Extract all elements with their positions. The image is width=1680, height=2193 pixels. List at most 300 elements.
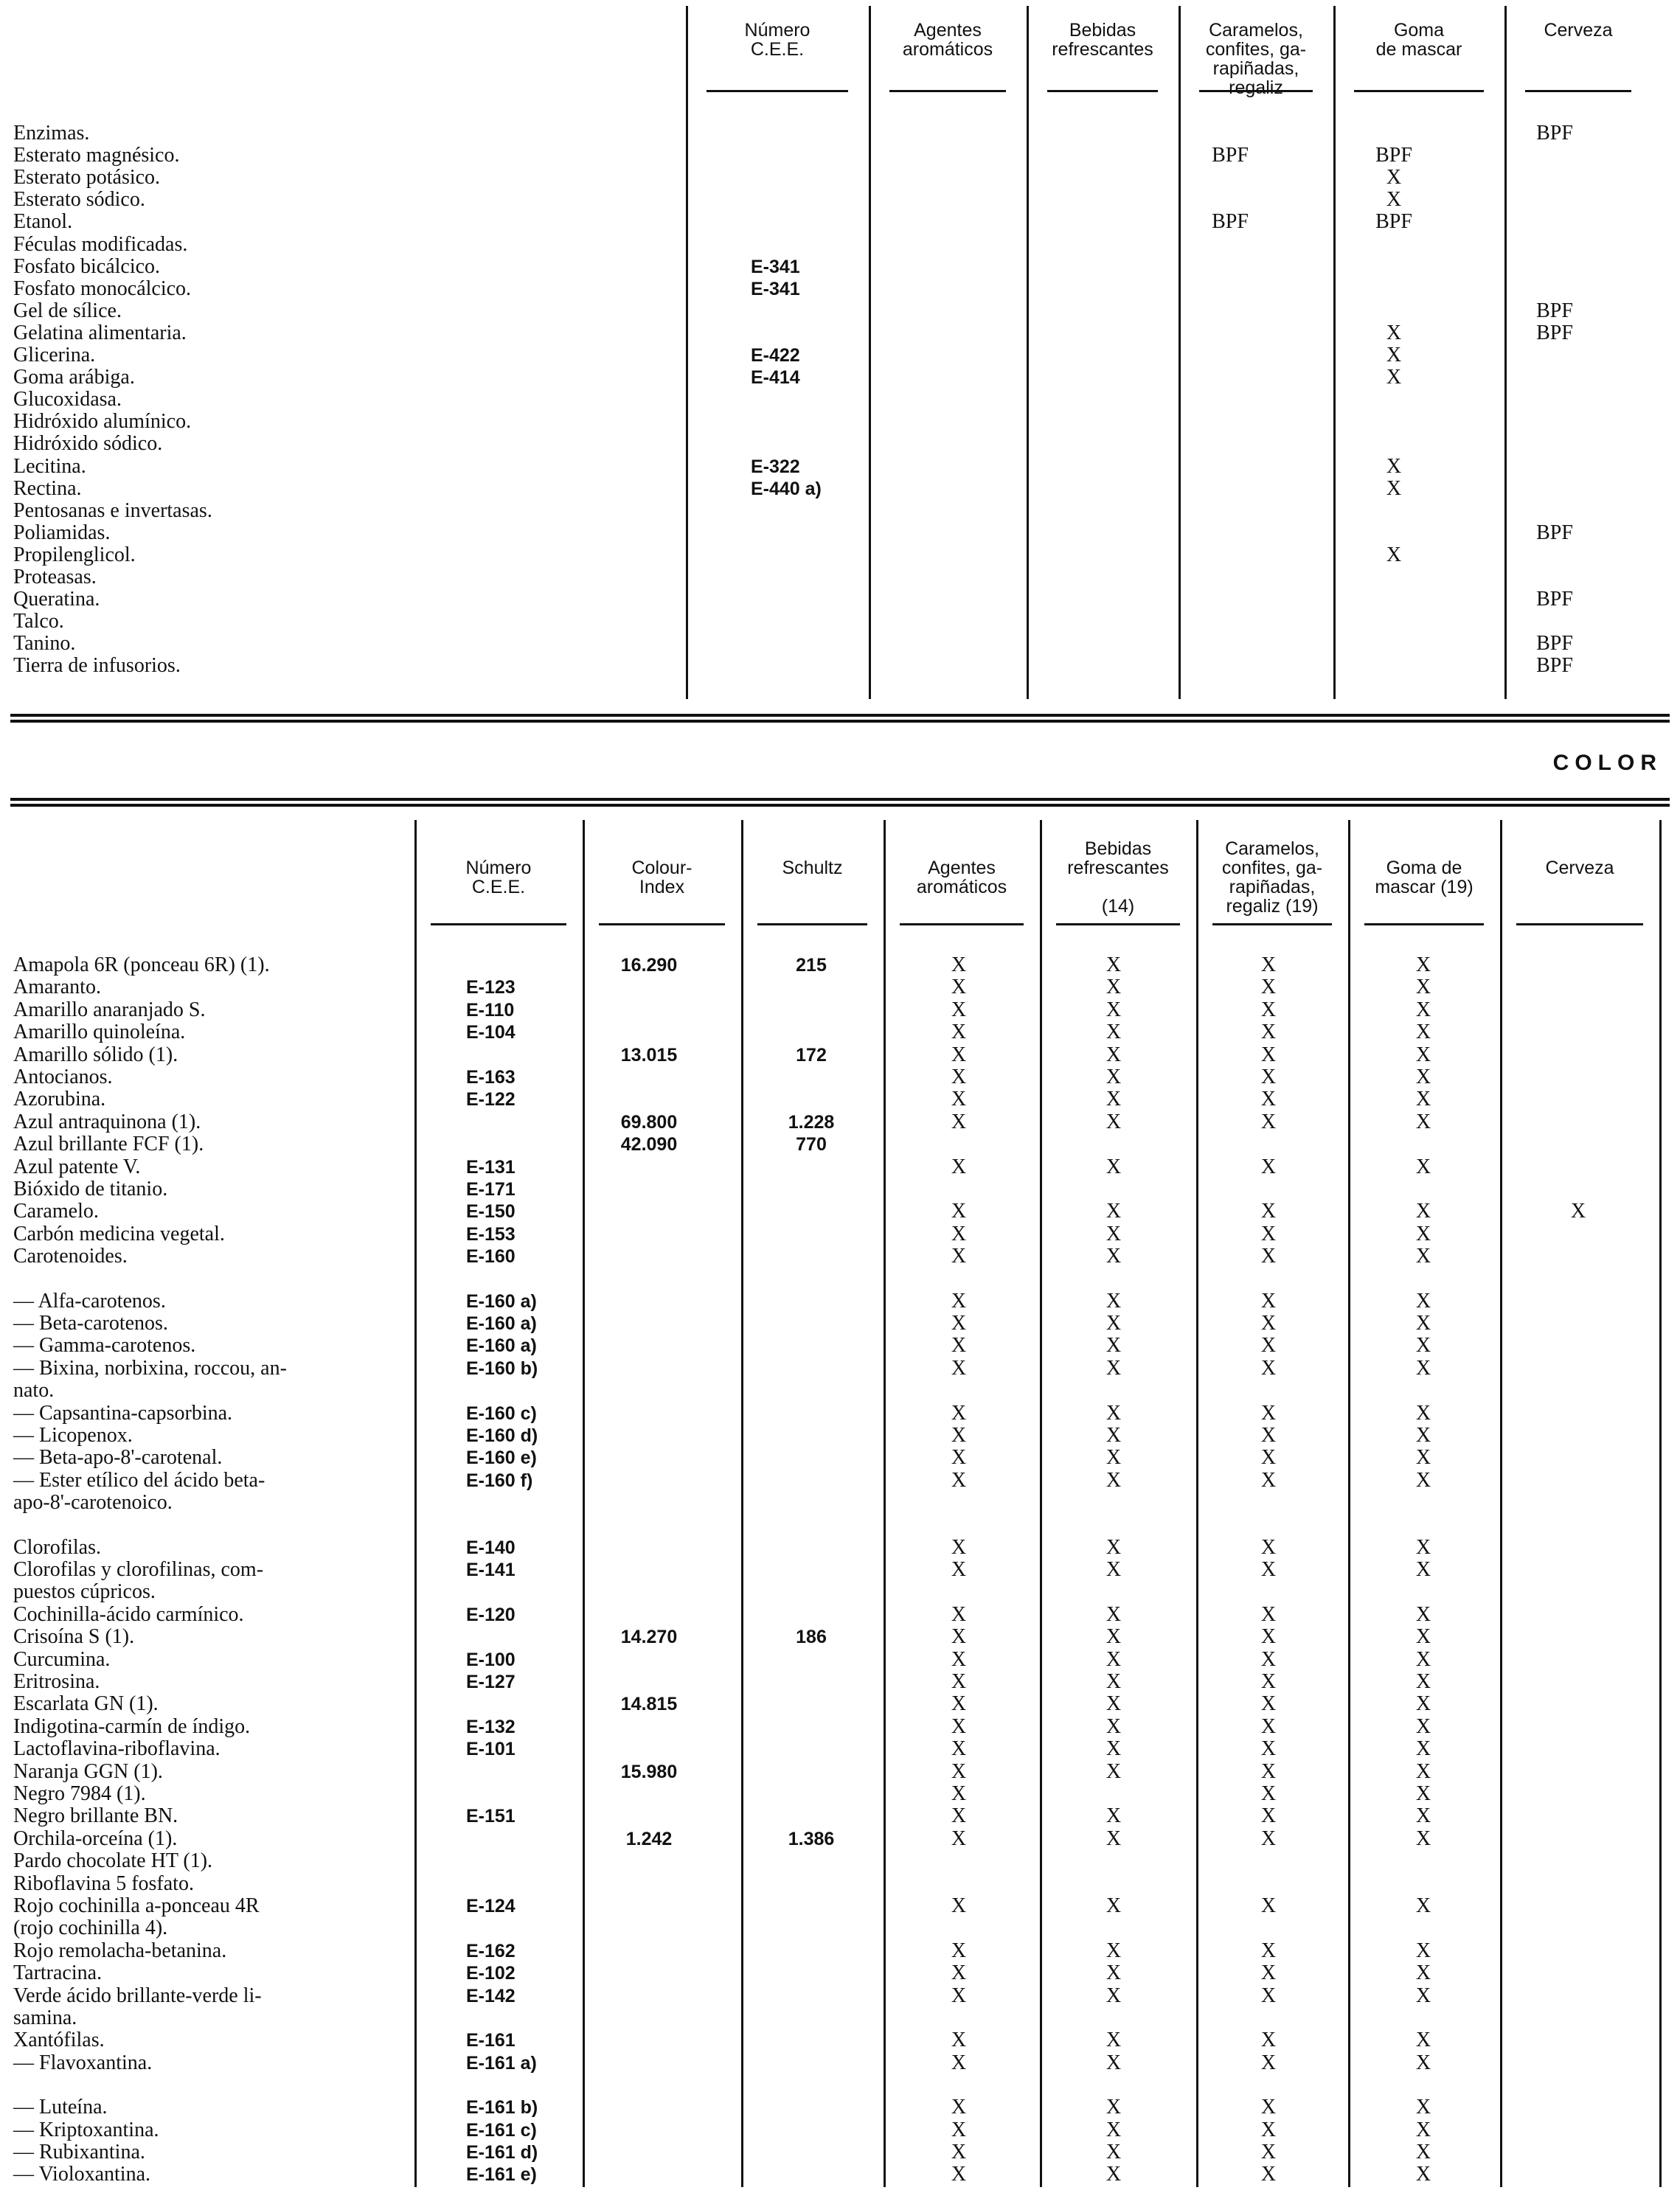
goma-de-mascar-cell: X [1386, 344, 1402, 366]
goma-de-mascar-mark: X [1415, 1558, 1431, 1581]
goma-de-mascar-mark: X [1415, 976, 1431, 998]
agentes-aromaticos-mark: X [951, 2163, 967, 2186]
table-row-label: Esterato potásico. [13, 166, 161, 189]
bebidas-refrescantes-mark: X [1105, 953, 1122, 976]
table-row-label: Clorofilas. [13, 1536, 101, 1559]
table-row-label: Clorofilas y clorofilinas, com- puestos cúpricos. [13, 1558, 264, 1603]
goma-de-mascar-mark: X [1415, 1670, 1431, 1693]
caramelos-mark: X [1260, 2029, 1277, 2051]
bebidas-refrescantes-mark: X [1105, 1066, 1122, 1088]
caramelos-mark: X [1260, 976, 1277, 998]
header-agentes-aromaticos: Agentes aromáticos [902, 20, 993, 60]
header-agentes-aromaticos: Agentes aromáticos [916, 858, 1007, 897]
agentes-aromaticos-mark: X [951, 976, 967, 998]
agentes-aromaticos-mark: X [951, 2141, 967, 2164]
agentes-aromaticos-mark: X [951, 1312, 967, 1335]
caramelos-mark: X [1260, 1111, 1277, 1133]
bebidas-refrescantes-mark: X [1105, 1558, 1122, 1581]
table-row-label: Azorubina. [13, 1088, 106, 1111]
table-row-label: Indigotina-carmín de índigo. [13, 1715, 251, 1738]
agentes-aromaticos-mark: X [951, 1782, 967, 1805]
header-colour-index: Colour- Index [631, 858, 693, 897]
schultz-cell: 1.228 [788, 1112, 835, 1133]
bebidas-refrescantes-mark: X [1105, 1715, 1122, 1738]
table-row-label: Amarillo quinoleína. [13, 1021, 186, 1043]
table-row-label: Carbón medicina vegetal. [13, 1223, 225, 1245]
caramelos-mark: X [1260, 1424, 1277, 1447]
cee-number-cell: E-161 b) [466, 2097, 538, 2118]
caramelos-mark: X [1260, 2141, 1277, 2164]
header-underline [707, 90, 848, 92]
table-row-label: Talco. [13, 610, 64, 633]
table-row-label: Glicerina. [13, 344, 96, 366]
table-row-label: Hidróxido sódico. [13, 432, 163, 455]
header-numero-cee: Número C.E.E. [465, 858, 532, 897]
header-cerveza: Cerveza [1545, 858, 1614, 878]
header-goma-de-mascar: Goma de mascar (19) [1375, 858, 1474, 897]
column-divider [1179, 6, 1181, 699]
cerveza-cell: BPF [1536, 299, 1573, 322]
goma-de-mascar-mark: X [1415, 953, 1431, 976]
agentes-aromaticos-mark: X [951, 1334, 967, 1357]
header-caramelos: Caramelos, confites, ga- rapiñadas, regaliz (19) [1221, 838, 1323, 917]
bebidas-refrescantes-mark: X [1105, 1961, 1122, 1984]
table-row-label: Rectina. [13, 477, 82, 500]
caramelos-mark: X [1260, 1223, 1277, 1245]
header-caramelos: Caramelos, confites, ga- rapiñadas, regaliz [1205, 20, 1307, 98]
caramelos-mark: X [1260, 2051, 1277, 2074]
caramelos-mark: X [1260, 1200, 1277, 1223]
bebidas-refrescantes-mark: X [1105, 998, 1122, 1021]
header-underline [1212, 923, 1332, 925]
caramelos-cell: BPF [1212, 144, 1249, 167]
agentes-aromaticos-mark: X [951, 1984, 967, 2007]
agentes-aromaticos-mark: X [951, 1043, 967, 1066]
table-row-label: — Rubixantina. [13, 2141, 145, 2164]
bebidas-refrescantes-mark: X [1105, 1469, 1122, 1492]
table-row-label: — Bixina, norbixina, roccou, an- nato. [13, 1357, 287, 1402]
cee-number-cell: E-120 [466, 1605, 516, 1625]
caramelos-mark: X [1260, 1469, 1277, 1492]
table-row-label: Gelatina alimentaria. [13, 322, 187, 344]
cerveza-cell: BPF [1536, 588, 1573, 611]
bebidas-refrescantes-mark: X [1105, 1402, 1122, 1425]
schultz-cell: 770 [796, 1134, 827, 1155]
goma-de-mascar-mark: X [1415, 1223, 1431, 1245]
goma-de-mascar-cell: X [1386, 455, 1402, 478]
bebidas-refrescantes-mark: X [1105, 1290, 1122, 1313]
table-row-label: — Ester etílico del ácido beta- apo-8'-carotenoico. [13, 1469, 265, 1514]
separator-rule-top-2 [10, 720, 1670, 723]
separator-rule-color-2 [10, 804, 1670, 807]
goma-de-mascar-mark: X [1415, 1155, 1431, 1178]
goma-de-mascar-mark: X [1415, 2163, 1431, 2186]
goma-de-mascar-mark: X [1415, 1290, 1431, 1313]
bebidas-refrescantes-mark: X [1105, 2051, 1122, 2074]
goma-de-mascar-cell: BPF [1375, 144, 1412, 167]
header-underline [900, 923, 1024, 925]
goma-de-mascar-mark: X [1415, 1692, 1431, 1715]
caramelos-cell: BPF [1212, 210, 1249, 233]
header-underline [1047, 90, 1158, 92]
goma-de-mascar-mark: X [1415, 1111, 1431, 1133]
goma-de-mascar-cell: X [1386, 477, 1402, 500]
agentes-aromaticos-mark: X [951, 1021, 967, 1043]
agentes-aromaticos-mark: X [951, 2119, 967, 2141]
table-row-label: Naranja GGN (1). [13, 1760, 163, 1783]
goma-de-mascar-mark: X [1415, 1737, 1431, 1760]
cee-number-cell: E-150 [466, 1201, 516, 1222]
cee-number-cell: E-341 [751, 257, 800, 277]
goma-de-mascar-mark: X [1415, 2096, 1431, 2119]
agentes-aromaticos-mark: X [951, 1894, 967, 1917]
agentes-aromaticos-mark: X [951, 1648, 967, 1671]
table-row-label: Carotenoides. [13, 1245, 128, 1268]
cee-number-cell: E-151 [466, 1806, 516, 1827]
column-divider [1659, 820, 1662, 2187]
table-row-label: Azul brillante FCF (1). [13, 1133, 204, 1155]
bebidas-refrescantes-mark: X [1105, 1760, 1122, 1783]
column-divider [884, 820, 886, 2187]
table-row-label: Pardo chocolate HT (1). [13, 1849, 213, 1872]
goma-de-mascar-mark: X [1415, 1446, 1431, 1469]
agentes-aromaticos-mark: X [951, 1961, 967, 1984]
caramelos-mark: X [1260, 1670, 1277, 1693]
goma-de-mascar-mark: X [1415, 2051, 1431, 2074]
column-divider [741, 820, 743, 2187]
goma-de-mascar-mark: X [1415, 2141, 1431, 2164]
cerveza-cell: BPF [1536, 521, 1573, 544]
cee-number-cell: E-101 [466, 1739, 516, 1759]
table-row-label: — Capsantina-capsorbina. [13, 1402, 233, 1425]
caramelos-mark: X [1260, 1715, 1277, 1738]
goma-de-mascar-mark: X [1415, 1782, 1431, 1805]
table-row-label: Riboflavina 5 fosfato. [13, 1872, 194, 1895]
goma-de-mascar-cell: X [1386, 188, 1402, 211]
cee-number-cell: E-440 a) [751, 479, 822, 499]
bebidas-refrescantes-mark: X [1105, 1357, 1122, 1380]
caramelos-mark: X [1260, 1625, 1277, 1648]
caramelos-mark: X [1260, 1984, 1277, 2007]
table-row-label: — Beta-carotenos. [13, 1312, 168, 1335]
goma-de-mascar-mark: X [1415, 1088, 1431, 1111]
agentes-aromaticos-mark: X [951, 1939, 967, 1962]
caramelos-mark: X [1260, 1043, 1277, 1066]
colour-index-cell: 14.815 [620, 1694, 678, 1714]
table-row-label: — Gamma-carotenos. [13, 1334, 196, 1357]
goma-de-mascar-cell: X [1386, 166, 1402, 189]
caramelos-mark: X [1260, 953, 1277, 976]
table-row-label: Amaranto. [13, 976, 101, 998]
table-row-label: — Flavoxantina. [13, 2051, 153, 2074]
header-goma-de-mascar: Goma de mascar [1375, 20, 1462, 60]
cerveza-mark: X [1570, 1200, 1586, 1223]
goma-de-mascar-mark: X [1415, 1469, 1431, 1492]
goma-de-mascar-mark: X [1415, 1715, 1431, 1738]
bebidas-refrescantes-mark: X [1105, 1223, 1122, 1245]
header-cerveza: Cerveza [1544, 20, 1613, 41]
bebidas-refrescantes-mark: X [1105, 1155, 1122, 1178]
table-row-label: Glucoxidasa. [13, 388, 122, 411]
table-row-label: Crisoína S (1). [13, 1625, 135, 1648]
bebidas-refrescantes-mark: X [1105, 1446, 1122, 1469]
cee-number-cell: E-110 [466, 1000, 515, 1021]
agentes-aromaticos-mark: X [951, 2029, 967, 2051]
cee-number-cell: E-160 a) [466, 1291, 537, 1312]
cee-number-cell: E-124 [466, 1896, 516, 1916]
caramelos-mark: X [1260, 1245, 1277, 1268]
cee-number-cell: E-160 d) [466, 1425, 538, 1446]
goma-de-mascar-cell: BPF [1375, 210, 1412, 233]
table-row-label: Lecitina. [13, 455, 86, 478]
header-bebidas-refrescantes: Bebidas refrescantes (14) [1067, 838, 1169, 917]
header-underline [599, 923, 725, 925]
caramelos-mark: X [1260, 1066, 1277, 1088]
column-divider [1504, 6, 1507, 699]
table-row-label: Bióxido de titanio. [13, 1178, 168, 1200]
table-row-label: Tanino. [13, 632, 76, 655]
bebidas-refrescantes-mark: X [1105, 1670, 1122, 1693]
table-row-label: Xantófilas. [13, 2029, 105, 2051]
agentes-aromaticos-mark: X [951, 1223, 967, 1245]
header-underline [1056, 923, 1180, 925]
column-divider [1040, 820, 1042, 2187]
table-row-label: Tartracina. [13, 1961, 103, 1984]
column-divider [869, 6, 871, 699]
agentes-aromaticos-mark: X [951, 1625, 967, 1648]
bebidas-refrescantes-mark: X [1105, 1536, 1122, 1559]
goma-de-mascar-mark: X [1415, 1760, 1431, 1783]
agentes-aromaticos-mark: X [951, 1245, 967, 1268]
cee-number-cell: E-422 [751, 345, 800, 366]
goma-de-mascar-cell: X [1386, 366, 1402, 389]
caramelos-mark: X [1260, 2163, 1277, 2186]
caramelos-mark: X [1260, 1334, 1277, 1357]
table-row-label: Etanol. [13, 210, 73, 233]
caramelos-mark: X [1260, 2119, 1277, 2141]
table-row-label: Esterato sódico. [13, 188, 145, 211]
goma-de-mascar-mark: X [1415, 1334, 1431, 1357]
header-schultz: Schultz [782, 858, 843, 878]
caramelos-mark: X [1260, 1894, 1277, 1917]
cee-number-cell: E-141 [466, 1560, 516, 1580]
goma-de-mascar-mark: X [1415, 1894, 1431, 1917]
table-row-label: Amarillo sólido (1). [13, 1043, 178, 1066]
goma-de-mascar-mark: X [1415, 1961, 1431, 1984]
agentes-aromaticos-mark: X [951, 1692, 967, 1715]
bebidas-refrescantes-mark: X [1105, 1200, 1122, 1223]
bebidas-refrescantes-mark: X [1105, 2141, 1122, 2164]
bebidas-refrescantes-mark: X [1105, 1737, 1122, 1760]
cee-number-cell: E-140 [466, 1537, 516, 1558]
cee-number-cell: E-171 [466, 1179, 516, 1200]
table-row-label: Esterato magnésico. [13, 144, 180, 167]
table-row-label: Curcumina. [13, 1648, 111, 1671]
column-divider [1196, 820, 1198, 2187]
bebidas-refrescantes-mark: X [1105, 2096, 1122, 2119]
table-row-label: Amapola 6R (ponceau 6R) (1). [13, 953, 270, 976]
caramelos-mark: X [1260, 1536, 1277, 1559]
table-row-label: Tierra de infusorios. [13, 654, 181, 677]
agentes-aromaticos-mark: X [951, 1402, 967, 1425]
header-underline [1199, 90, 1313, 92]
goma-de-mascar-mark: X [1415, 1021, 1431, 1043]
agentes-aromaticos-mark: X [951, 953, 967, 976]
agentes-aromaticos-mark: X [951, 1066, 967, 1088]
cee-number-cell: E-161 a) [466, 2053, 537, 2074]
table-row-label: Gel de sílice. [13, 299, 122, 322]
agentes-aromaticos-mark: X [951, 2096, 967, 2119]
caramelos-mark: X [1260, 1290, 1277, 1313]
caramelos-mark: X [1260, 1603, 1277, 1626]
caramelos-mark: X [1260, 1827, 1277, 1850]
goma-de-mascar-mark: X [1415, 1984, 1431, 2007]
column-divider [1333, 6, 1336, 699]
bebidas-refrescantes-mark: X [1105, 976, 1122, 998]
table-row-label: — Luteína. [13, 2096, 108, 2119]
header-underline [889, 90, 1006, 92]
table-row-label: Pentosanas e invertasas. [13, 499, 212, 522]
agentes-aromaticos-mark: X [951, 1670, 967, 1693]
cerveza-cell: BPF [1536, 654, 1573, 677]
table-row-label: Azul patente V. [13, 1155, 141, 1178]
bebidas-refrescantes-mark: X [1105, 1692, 1122, 1715]
cee-number-cell: E-163 [466, 1067, 516, 1088]
schultz-cell: 1.386 [788, 1829, 835, 1849]
caramelos-mark: X [1260, 1558, 1277, 1581]
bebidas-refrescantes-mark: X [1105, 2029, 1122, 2051]
header-underline [1525, 90, 1631, 92]
cee-number-cell: E-322 [751, 456, 800, 477]
cee-number-cell: E-161 d) [466, 2142, 538, 2163]
table-row-label: — Alfa-carotenos. [13, 1290, 166, 1313]
agentes-aromaticos-mark: X [951, 1827, 967, 1850]
cee-number-cell: E-160 b) [466, 1358, 538, 1379]
header-underline [757, 923, 867, 925]
agentes-aromaticos-mark: X [951, 1603, 967, 1626]
agentes-aromaticos-mark: X [951, 998, 967, 1021]
goma-de-mascar-mark: X [1415, 1043, 1431, 1066]
bebidas-refrescantes-mark: X [1105, 1984, 1122, 2007]
caramelos-mark: X [1260, 2096, 1277, 2119]
agentes-aromaticos-mark: X [951, 1446, 967, 1469]
table-row-label: — Beta-apo-8'-carotenal. [13, 1446, 223, 1469]
goma-de-mascar-mark: X [1415, 1200, 1431, 1223]
header-underline [431, 923, 566, 925]
caramelos-mark: X [1260, 1782, 1277, 1805]
agentes-aromaticos-mark: X [951, 1088, 967, 1111]
cee-number-cell: E-153 [466, 1224, 516, 1245]
agentes-aromaticos-mark: X [951, 1290, 967, 1313]
cee-number-cell: E-123 [466, 977, 516, 998]
cee-number-cell: E-162 [466, 1941, 516, 1961]
colour-index-cell: 42.090 [620, 1134, 678, 1155]
caramelos-mark: X [1260, 1939, 1277, 1962]
colour-index-cell: 13.015 [620, 1045, 678, 1066]
goma-de-mascar-mark: X [1415, 2119, 1431, 2141]
cee-number-cell: E-127 [466, 1672, 516, 1692]
colour-index-cell: 16.290 [620, 955, 678, 976]
bebidas-refrescantes-mark: X [1105, 2119, 1122, 2141]
caramelos-mark: X [1260, 1312, 1277, 1335]
goma-de-mascar-mark: X [1415, 1536, 1431, 1559]
table-row-label: Fosfato bicálcico. [13, 255, 161, 278]
agentes-aromaticos-mark: X [951, 1200, 967, 1223]
caramelos-mark: X [1260, 1021, 1277, 1043]
table-row-label: Negro 7984 (1). [13, 1782, 146, 1805]
colour-index-cell: 69.800 [620, 1112, 678, 1133]
goma-de-mascar-mark: X [1415, 1603, 1431, 1626]
agentes-aromaticos-mark: X [951, 1469, 967, 1492]
table-row-label: — Violoxantina. [13, 2163, 151, 2186]
header-numero-cee: Número C.E.E. [744, 20, 811, 60]
cee-number-cell: E-160 c) [466, 1403, 537, 1424]
table-row-label: Queratina. [13, 588, 100, 611]
separator-rule-top [10, 714, 1670, 717]
cerveza-cell: BPF [1536, 322, 1573, 344]
cee-number-cell: E-142 [466, 1986, 516, 2006]
header-underline [1364, 923, 1484, 925]
agentes-aromaticos-mark: X [951, 1558, 967, 1581]
agentes-aromaticos-mark: X [951, 2051, 967, 2074]
cee-number-cell: E-104 [466, 1022, 516, 1043]
cee-number-cell: E-160 e) [466, 1447, 537, 1468]
table-row-label: Fosfato monocálcico. [13, 277, 192, 300]
colour-index-cell: 15.980 [620, 1762, 678, 1782]
agentes-aromaticos-mark: X [951, 1536, 967, 1559]
cee-number-cell: E-100 [466, 1650, 516, 1670]
column-divider [1500, 820, 1502, 2187]
agentes-aromaticos-mark: X [951, 1804, 967, 1827]
column-divider [686, 6, 688, 699]
agentes-aromaticos-mark: X [951, 1357, 967, 1380]
caramelos-mark: X [1260, 1648, 1277, 1671]
bebidas-refrescantes-mark: X [1105, 1312, 1122, 1335]
cee-number-cell: E-160 a) [466, 1313, 537, 1334]
cee-number-cell: E-122 [466, 1089, 516, 1110]
table-row-label: Cochinilla-ácido carmínico. [13, 1603, 244, 1626]
agentes-aromaticos-mark: X [951, 1155, 967, 1178]
column-divider [1027, 6, 1029, 699]
schultz-cell: 172 [796, 1045, 827, 1066]
cee-number-cell: E-161 c) [466, 2120, 537, 2141]
cee-number-cell: E-341 [751, 279, 800, 299]
bebidas-refrescantes-mark: X [1105, 1939, 1122, 1962]
table-row-label: Hidróxido alumínico. [13, 410, 192, 433]
goma-de-mascar-mark: X [1415, 1312, 1431, 1335]
table-row-label: Verde ácido brillante-verde li- samina. [13, 1984, 262, 2029]
goma-de-mascar-mark: X [1415, 1827, 1431, 1850]
bebidas-refrescantes-mark: X [1105, 1804, 1122, 1827]
table-row-label: Goma arábiga. [13, 366, 135, 389]
bebidas-refrescantes-mark: X [1105, 1827, 1122, 1850]
table-row-label: Poliamidas. [13, 521, 111, 544]
column-divider [583, 820, 585, 2187]
table-row-label: Proteasas. [13, 566, 97, 588]
goma-de-mascar-mark: X [1415, 1245, 1431, 1268]
agentes-aromaticos-mark: X [951, 1111, 967, 1133]
table-row-label: Escarlata GN (1). [13, 1692, 159, 1715]
goma-de-mascar-mark: X [1415, 2029, 1431, 2051]
table-row-label: Eritrosina. [13, 1670, 100, 1693]
cee-number-cell: E-160 [466, 1246, 516, 1267]
agentes-aromaticos-mark: X [951, 1424, 967, 1447]
caramelos-mark: X [1260, 1446, 1277, 1469]
caramelos-mark: X [1260, 1804, 1277, 1827]
goma-de-mascar-cell: X [1386, 322, 1402, 344]
cerveza-cell: BPF [1536, 122, 1573, 145]
goma-de-mascar-cell: X [1386, 543, 1402, 566]
